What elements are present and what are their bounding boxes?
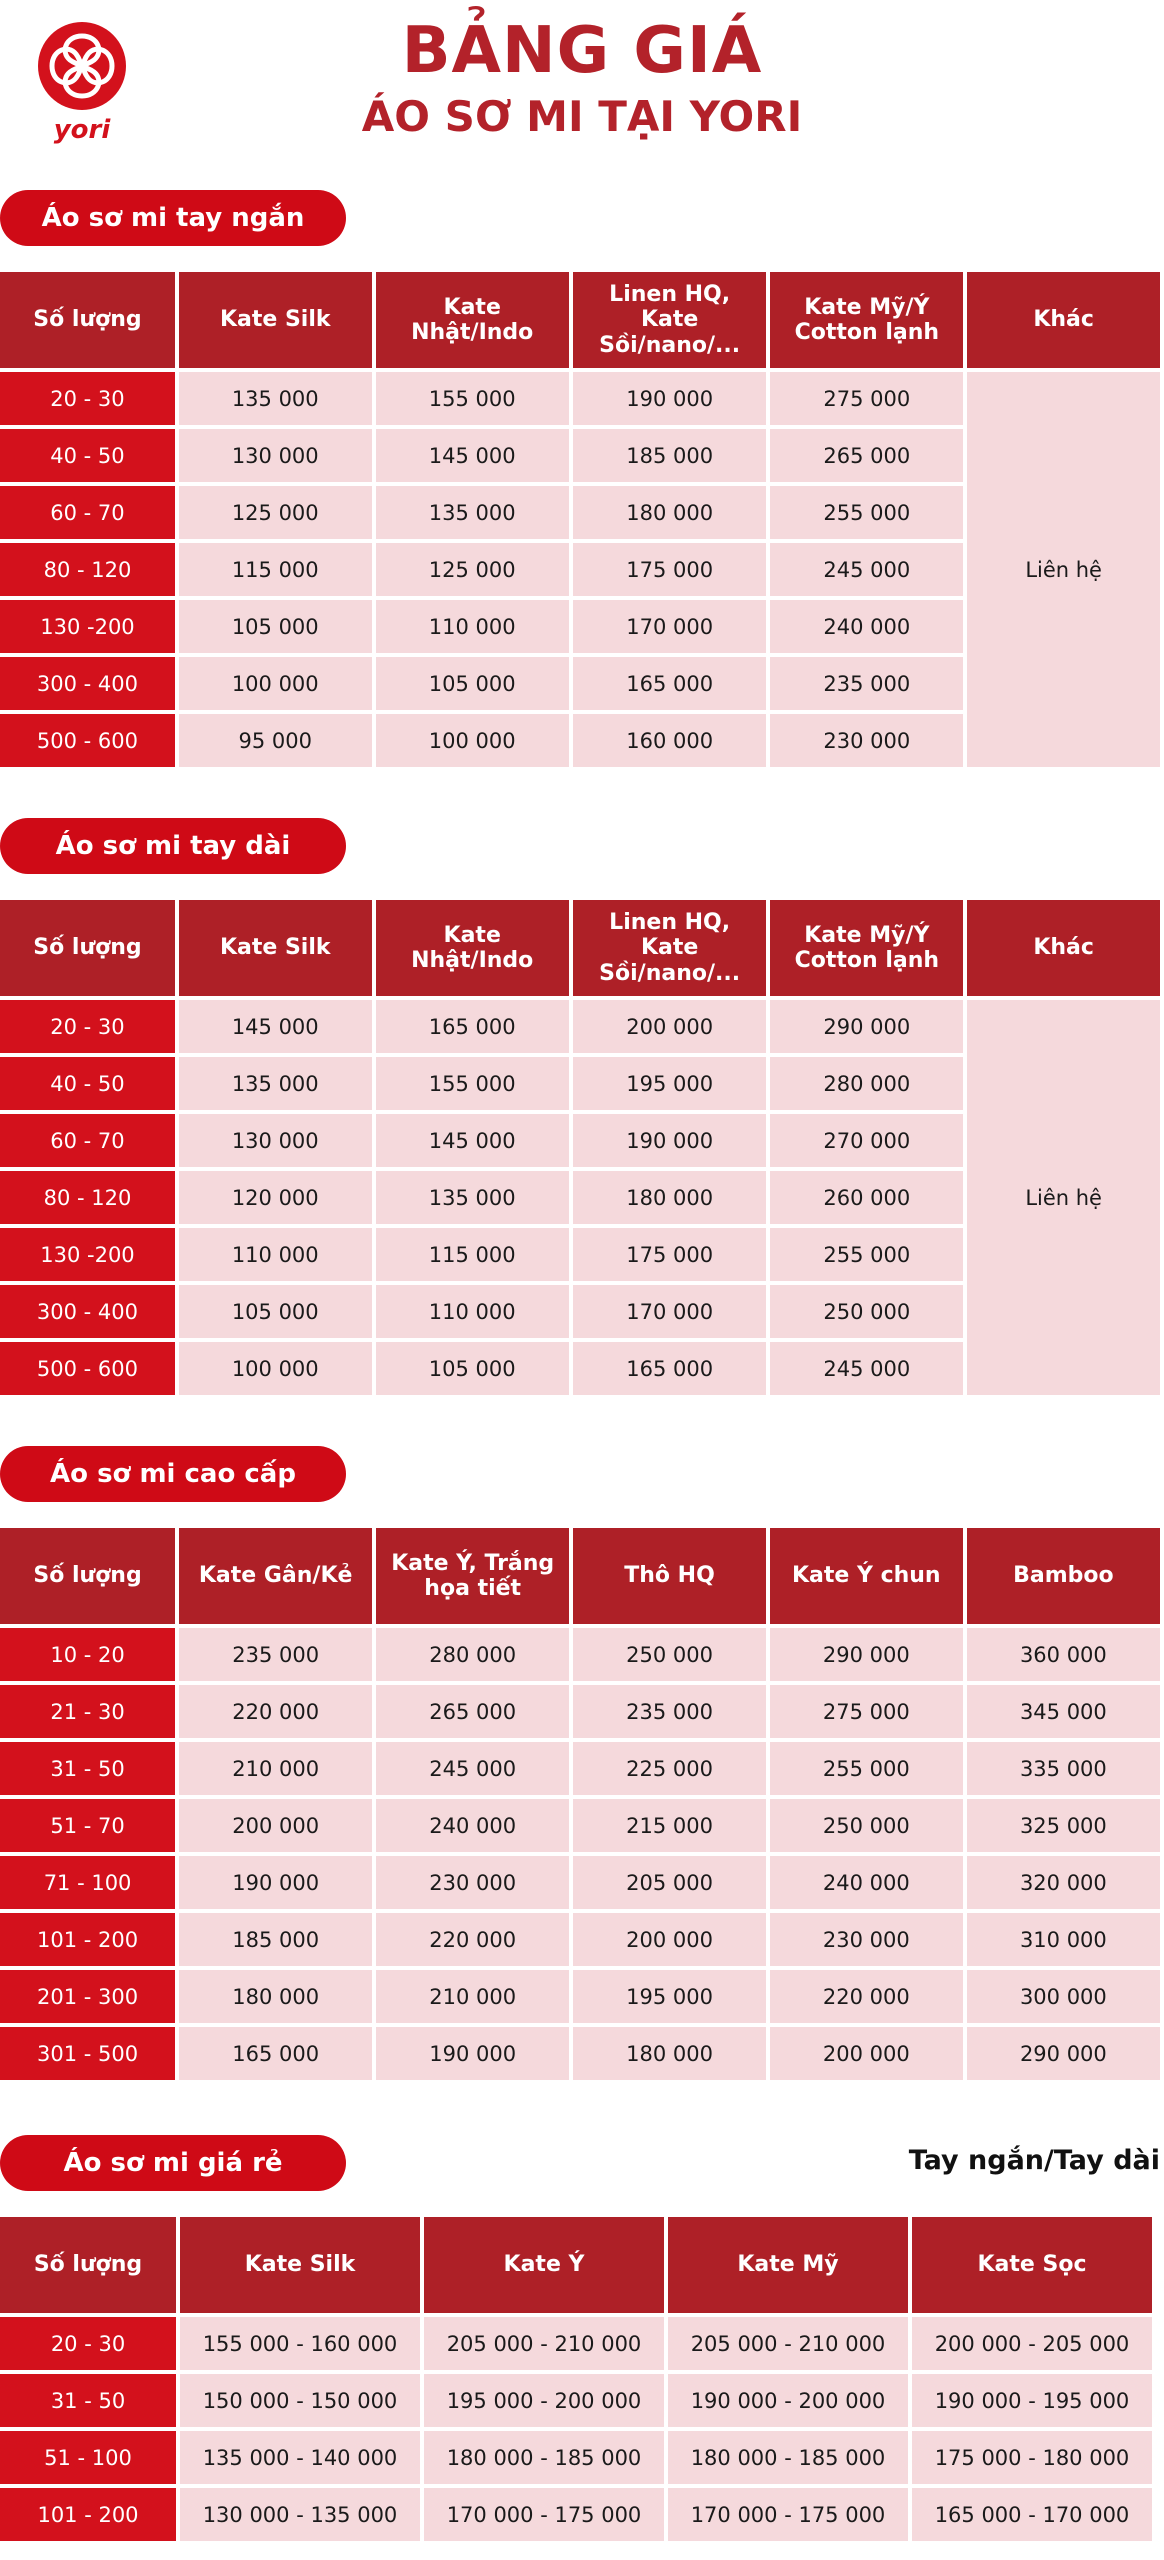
price-cell: 155 000 - 160 000 bbox=[180, 2317, 420, 2370]
price-cell: 180 000 bbox=[573, 2027, 766, 2080]
price-table-budget bbox=[0, 2213, 1156, 2545]
quantity-cell: 300 - 400 bbox=[0, 657, 175, 710]
table-row bbox=[0, 1913, 1160, 1966]
price-cell: 135 000 - 140 000 bbox=[180, 2431, 420, 2484]
table-row bbox=[0, 1799, 1160, 1852]
price-cell: 195 000 bbox=[573, 1057, 767, 1110]
column-header: Linen HQ, Kate Sồi/nano/... bbox=[573, 272, 767, 368]
price-cell: 200 000 bbox=[179, 1799, 372, 1852]
column-header: Kate Nhật/Indo bbox=[376, 272, 569, 368]
section-title-pill: Áo sơ mi giá rẻ bbox=[0, 2135, 346, 2191]
price-cell: 130 000 - 135 000 bbox=[180, 2488, 420, 2541]
quantity-cell: 101 - 200 bbox=[0, 2488, 176, 2541]
quantity-cell: 40 - 50 bbox=[0, 1057, 175, 1110]
price-cell: 175 000 bbox=[573, 543, 767, 596]
price-cell: 185 000 bbox=[573, 429, 767, 482]
price-cell: 290 000 bbox=[770, 1000, 963, 1053]
column-header: Kate Nhật/Indo bbox=[376, 900, 569, 996]
price-cell: 135 000 bbox=[179, 372, 372, 425]
price-cell: 95 000 bbox=[179, 714, 372, 767]
price-cell: 250 000 bbox=[770, 1799, 963, 1852]
quantity-cell: 10 - 20 bbox=[0, 1628, 175, 1681]
price-cell: 120 000 bbox=[179, 1171, 372, 1224]
price-cell: 210 000 bbox=[376, 1970, 569, 2023]
quantity-cell: 20 - 30 bbox=[0, 1000, 175, 1053]
price-cell: 235 000 bbox=[770, 657, 963, 710]
price-cell: 170 000 - 175 000 bbox=[668, 2488, 908, 2541]
quantity-cell: 60 - 70 bbox=[0, 1114, 175, 1167]
price-cell: 195 000 - 200 000 bbox=[424, 2374, 664, 2427]
price-cell: 125 000 bbox=[179, 486, 372, 539]
table-row bbox=[0, 2317, 1152, 2370]
price-cell: 170 000 bbox=[573, 600, 767, 653]
price-cell: 165 000 bbox=[179, 2027, 372, 2080]
quantity-cell: 40 - 50 bbox=[0, 429, 175, 482]
price-cell: 275 000 bbox=[770, 1685, 963, 1738]
price-cell: 135 000 bbox=[376, 1171, 569, 1224]
price-cell: 110 000 bbox=[179, 1228, 372, 1281]
quantity-cell: 80 - 120 bbox=[0, 543, 175, 596]
price-cell: 200 000 - 205 000 bbox=[912, 2317, 1152, 2370]
price-cell: 230 000 bbox=[770, 714, 963, 767]
table-row bbox=[0, 1685, 1160, 1738]
price-cell: 190 000 bbox=[376, 2027, 569, 2080]
price-cell: 255 000 bbox=[770, 1228, 963, 1281]
quantity-cell: 51 - 100 bbox=[0, 2431, 176, 2484]
table-row bbox=[0, 2374, 1152, 2427]
price-cell: 135 000 bbox=[179, 1057, 372, 1110]
table-row bbox=[0, 372, 1160, 425]
price-cell: 105 000 bbox=[376, 1342, 569, 1395]
price-cell: 170 000 bbox=[573, 1285, 767, 1338]
price-cell: 115 000 bbox=[179, 543, 372, 596]
quantity-cell: 21 - 30 bbox=[0, 1685, 175, 1738]
price-cell: 240 000 bbox=[770, 1856, 963, 1909]
price-cell: 220 000 bbox=[770, 1970, 963, 2023]
price-cell: 360 000 bbox=[967, 1628, 1160, 1681]
price-cell: 220 000 bbox=[376, 1913, 569, 1966]
column-header: Bamboo bbox=[967, 1528, 1160, 1624]
table-row bbox=[0, 1000, 1160, 1053]
price-cell: 190 000 - 200 000 bbox=[668, 2374, 908, 2427]
price-cell: 265 000 bbox=[376, 1685, 569, 1738]
price-cell: 190 000 bbox=[179, 1856, 372, 1909]
price-cell: 135 000 bbox=[376, 486, 569, 539]
column-header: Thô HQ bbox=[573, 1528, 766, 1624]
price-cell: 155 000 bbox=[376, 372, 569, 425]
price-cell: 280 000 bbox=[376, 1628, 569, 1681]
price-cell: 210 000 bbox=[179, 1742, 372, 1795]
price-cell: 100 000 bbox=[179, 1342, 372, 1395]
price-cell: 100 000 bbox=[179, 657, 372, 710]
price-cell: 250 000 bbox=[770, 1285, 963, 1338]
price-cell: 320 000 bbox=[967, 1856, 1160, 1909]
price-cell: 180 000 - 185 000 bbox=[668, 2431, 908, 2484]
table-row bbox=[0, 1856, 1160, 1909]
quantity-cell: 60 - 70 bbox=[0, 486, 175, 539]
column-header: Linen HQ, Kate Sồi/nano/... bbox=[573, 900, 767, 996]
price-cell: 165 000 bbox=[573, 1342, 767, 1395]
price-cell: 225 000 bbox=[573, 1742, 766, 1795]
quantity-cell: 101 - 200 bbox=[0, 1913, 175, 1966]
price-cell: 115 000 bbox=[376, 1228, 569, 1281]
price-cell: 275 000 bbox=[770, 372, 963, 425]
price-cell: 240 000 bbox=[376, 1799, 569, 1852]
column-header: Kate Gân/Kẻ bbox=[179, 1528, 372, 1624]
price-cell: 145 000 bbox=[179, 1000, 372, 1053]
price-cell: 310 000 bbox=[967, 1913, 1160, 1966]
price-cell: 335 000 bbox=[967, 1742, 1160, 1795]
price-cell: 130 000 bbox=[179, 1114, 372, 1167]
price-cell: 175 000 bbox=[573, 1228, 767, 1281]
quantity-cell: 31 - 50 bbox=[0, 2374, 176, 2427]
price-cell: 250 000 bbox=[573, 1628, 766, 1681]
price-cell: 105 000 bbox=[376, 657, 569, 710]
quantity-cell: 20 - 30 bbox=[0, 372, 175, 425]
price-cell: 190 000 bbox=[573, 1114, 767, 1167]
price-cell: 245 000 bbox=[770, 1342, 963, 1395]
price-cell: 245 000 bbox=[376, 1742, 569, 1795]
price-cell: 220 000 bbox=[179, 1685, 372, 1738]
quantity-cell: 130 -200 bbox=[0, 600, 175, 653]
quantity-cell: 20 - 30 bbox=[0, 2317, 176, 2370]
price-cell: 205 000 bbox=[573, 1856, 766, 1909]
price-cell: 240 000 bbox=[770, 600, 963, 653]
price-cell: 180 000 - 185 000 bbox=[424, 2431, 664, 2484]
section-title-pill: Áo sơ mi tay dài bbox=[0, 818, 346, 874]
price-cell: 180 000 bbox=[179, 1970, 372, 2023]
price-cell: 185 000 bbox=[179, 1913, 372, 1966]
price-table-short-sleeve bbox=[0, 268, 1164, 771]
table-row bbox=[0, 2431, 1152, 2484]
price-cell: 100 000 bbox=[376, 714, 569, 767]
sleeve-note: Tay ngắn/Tay dài bbox=[908, 2145, 1160, 2176]
price-cell: 300 000 bbox=[967, 1970, 1160, 2023]
price-cell: 255 000 bbox=[770, 1742, 963, 1795]
column-header: Kate Silk bbox=[180, 2217, 420, 2313]
quantity-cell: 500 - 600 bbox=[0, 1342, 175, 1395]
contact-cell: Liên hệ bbox=[967, 372, 1160, 767]
quantity-cell: 300 - 400 bbox=[0, 1285, 175, 1338]
price-cell: 255 000 bbox=[770, 486, 963, 539]
quantity-cell: 201 - 300 bbox=[0, 1970, 175, 2023]
price-cell: 180 000 bbox=[573, 1171, 767, 1224]
price-cell: 230 000 bbox=[770, 1913, 963, 1966]
price-cell: 110 000 bbox=[376, 600, 569, 653]
column-header: Kate Mỹ/Ý Cotton lạnh bbox=[770, 900, 963, 996]
quantity-cell: 31 - 50 bbox=[0, 1742, 175, 1795]
column-header: Kate Sọc bbox=[912, 2217, 1152, 2313]
column-header: Khác bbox=[967, 272, 1160, 368]
table-row bbox=[0, 1628, 1160, 1681]
price-cell: 190 000 bbox=[573, 372, 767, 425]
price-cell: 205 000 - 210 000 bbox=[424, 2317, 664, 2370]
contact-cell: Liên hệ bbox=[967, 1000, 1160, 1395]
price-cell: 165 000 - 170 000 bbox=[912, 2488, 1152, 2541]
quantity-cell: 80 - 120 bbox=[0, 1171, 175, 1224]
page-header bbox=[0, 0, 1164, 170]
price-cell: 175 000 - 180 000 bbox=[912, 2431, 1152, 2484]
price-cell: 130 000 bbox=[179, 429, 372, 482]
price-cell: 200 000 bbox=[573, 1913, 766, 1966]
table-row bbox=[0, 1970, 1160, 2023]
column-header: Số lượng bbox=[0, 1528, 175, 1624]
price-cell: 105 000 bbox=[179, 600, 372, 653]
price-cell: 105 000 bbox=[179, 1285, 372, 1338]
price-cell: 150 000 - 150 000 bbox=[180, 2374, 420, 2427]
price-cell: 200 000 bbox=[573, 1000, 767, 1053]
quantity-cell: 71 - 100 bbox=[0, 1856, 175, 1909]
price-cell: 245 000 bbox=[770, 543, 963, 596]
column-header: Kate Silk bbox=[179, 900, 372, 996]
price-cell: 345 000 bbox=[967, 1685, 1160, 1738]
price-cell: 205 000 - 210 000 bbox=[668, 2317, 908, 2370]
price-cell: 145 000 bbox=[376, 429, 569, 482]
price-cell: 180 000 bbox=[573, 486, 767, 539]
price-cell: 190 000 - 195 000 bbox=[912, 2374, 1152, 2427]
price-cell: 170 000 - 175 000 bbox=[424, 2488, 664, 2541]
price-table-premium bbox=[0, 1524, 1164, 2084]
page-title: BẢNG GIÁ bbox=[401, 14, 763, 88]
price-cell: 270 000 bbox=[770, 1114, 963, 1167]
price-cell: 290 000 bbox=[770, 1628, 963, 1681]
price-cell: 265 000 bbox=[770, 429, 963, 482]
quantity-cell: 51 - 70 bbox=[0, 1799, 175, 1852]
table-row bbox=[0, 2027, 1160, 2080]
column-header: Số lượng bbox=[0, 2217, 176, 2313]
page-subtitle: ÁO SƠ MI TẠI YORI bbox=[361, 92, 803, 141]
price-cell: 215 000 bbox=[573, 1799, 766, 1852]
price-cell: 290 000 bbox=[967, 2027, 1160, 2080]
price-cell: 195 000 bbox=[573, 1970, 766, 2023]
brand-wordmark: yori bbox=[53, 115, 111, 145]
price-cell: 260 000 bbox=[770, 1171, 963, 1224]
column-header: Số lượng bbox=[0, 272, 175, 368]
column-header: Kate Silk bbox=[179, 272, 372, 368]
price-cell: 165 000 bbox=[573, 657, 767, 710]
quantity-cell: 130 -200 bbox=[0, 1228, 175, 1281]
table-row bbox=[0, 1742, 1160, 1795]
price-cell: 230 000 bbox=[376, 1856, 569, 1909]
section-title-pill: Áo sơ mi tay ngắn bbox=[0, 190, 346, 246]
column-header: Kate Mỹ/Ý Cotton lạnh bbox=[770, 272, 963, 368]
price-cell: 200 000 bbox=[770, 2027, 963, 2080]
column-header: Khác bbox=[967, 900, 1160, 996]
column-header: Kate Ý bbox=[424, 2217, 664, 2313]
section-title-pill: Áo sơ mi cao cấp bbox=[0, 1446, 346, 1502]
price-cell: 235 000 bbox=[573, 1685, 766, 1738]
price-cell: 110 000 bbox=[376, 1285, 569, 1338]
table-row bbox=[0, 2488, 1152, 2541]
column-header: Kate Mỹ bbox=[668, 2217, 908, 2313]
price-cell: 160 000 bbox=[573, 714, 767, 767]
column-header: Số lượng bbox=[0, 900, 175, 996]
price-cell: 155 000 bbox=[376, 1057, 569, 1110]
price-table-long-sleeve bbox=[0, 896, 1164, 1399]
quantity-cell: 500 - 600 bbox=[0, 714, 175, 767]
column-header: Kate Ý chun bbox=[770, 1528, 963, 1624]
price-cell: 165 000 bbox=[376, 1000, 569, 1053]
price-cell: 235 000 bbox=[179, 1628, 372, 1681]
price-cell: 325 000 bbox=[967, 1799, 1160, 1852]
price-cell: 280 000 bbox=[770, 1057, 963, 1110]
price-cell: 125 000 bbox=[376, 543, 569, 596]
column-header: Kate Ý, Trắng họa tiết bbox=[376, 1528, 569, 1624]
quantity-cell: 301 - 500 bbox=[0, 2027, 175, 2080]
price-cell: 145 000 bbox=[376, 1114, 569, 1167]
